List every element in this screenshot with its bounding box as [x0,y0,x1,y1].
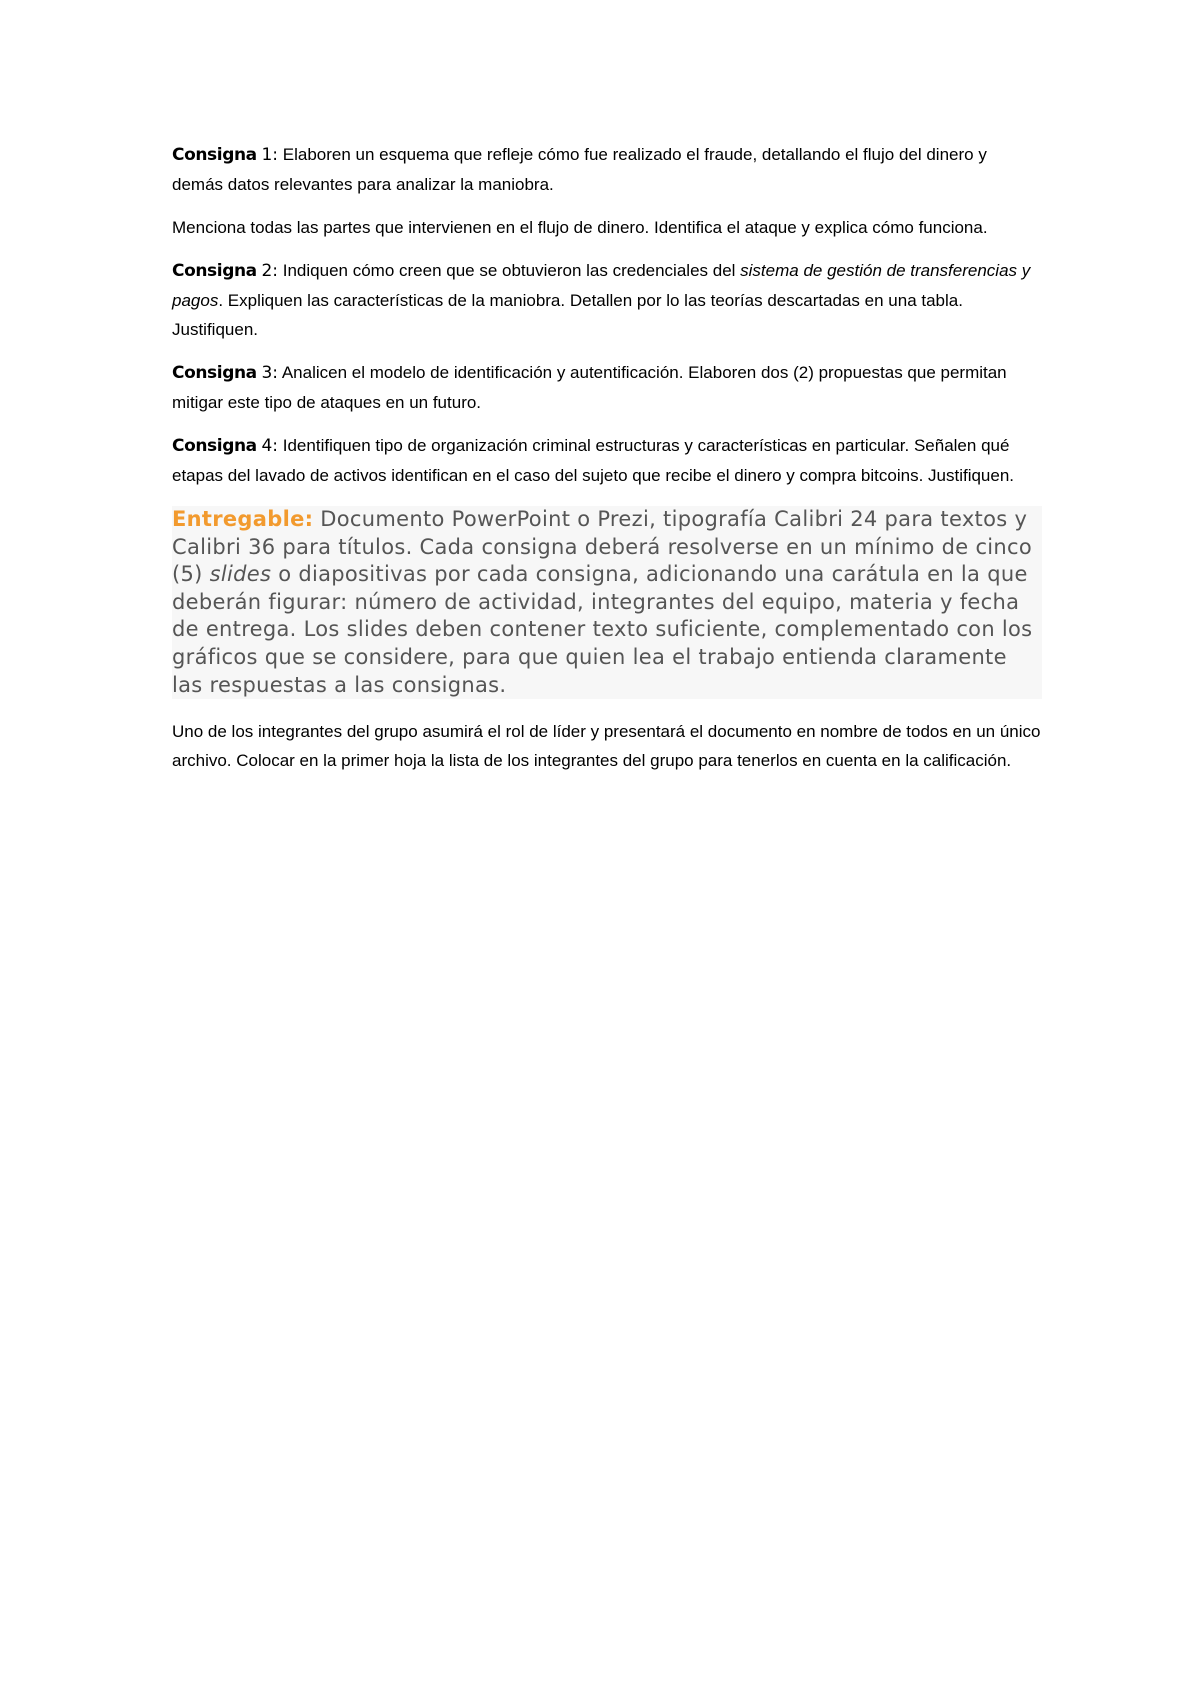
consigna-1-label: Consigna [172,145,257,165]
entregable-italic: slides [209,562,272,587]
consigna-4-text: Identifiquen tipo de organización criminal estructuras y características en particular. Señalen qué etapas del lavado de activos identifican en el caso del sujeto que recibe el dinero y compra bitcoins. Justifiquen. [172,436,1015,485]
consigna-4-number: 4: [261,436,279,456]
consigna-2-text-before: Indiquen cómo creen que se obtuvieron las credenciales del [278,261,741,280]
consigna-4-paragraph [172,431,1042,490]
entregable-text-before: Documento PowerPoint o Prezi, tipografía Calibri 24 para textos y Calibri 36 para títulos. Cada consigna deberá resolverse en un mínimo de cinco (5) [172,507,1033,587]
consigna-4-label: Consigna [172,436,257,456]
consigna-2-label: Consigna [172,261,257,281]
consigna-1-number: 1: [261,145,279,165]
consigna-1-paragraph [172,140,1042,199]
consigna-2-italic: sistema de gestión de transferencias y pagos [172,261,1031,310]
consigna-2-text-after: . Expliquen las características de la maniobra. Detallen por lo las teorías descartadas en una tabla. Justifiquen. [172,291,963,339]
menciona-text: Menciona todas las partes que intervienen en el flujo de dinero. Identifica el ataque y explica cómo funciona. [172,218,988,237]
document-page [172,140,1042,789]
consigna-3-paragraph [172,358,1042,417]
entregable-label: Entregable: [172,507,314,531]
consigna-1-text: Elaboren un esquema que refleje cómo fue realizado el fraude, detallando el flujo del dinero y demás datos relevantes para analizar la maniobra. [172,145,987,194]
entregable-paragraph [172,506,1042,699]
menciona-paragraph [172,213,1042,242]
consigna-2-number: 2: [261,261,279,281]
consigna-3-text: Analicen el modelo de identificación y autentificación. Elaboren dos (2) propuestas que permitan mitigar este tipo de ataques en un futuro. [172,363,1007,412]
closing-paragraph [172,717,1042,775]
closing-text: Uno de los integrantes del grupo asumirá el rol de líder y presentará el documento en nombre de todos en un único archivo. Colocar en la primer hoja la lista de los integrantes del grupo para tenerlos en cuenta en la calificación. [172,722,1041,771]
consigna-2-paragraph [172,256,1042,344]
entregable-text-after: o diapositivas por cada consigna, adicionando una carátula en la que deberán figurar: número de actividad, integrantes del equipo, materia y fecha de entrega. Los slides deben contener texto suficiente, complementado con los gráficos que se considere, para que quien lea el trabajo entienda claramente las respuestas a las consignas. [172,562,1033,697]
consigna-3-label: Consigna [172,363,257,383]
consigna-3-number: 3: [261,363,279,383]
